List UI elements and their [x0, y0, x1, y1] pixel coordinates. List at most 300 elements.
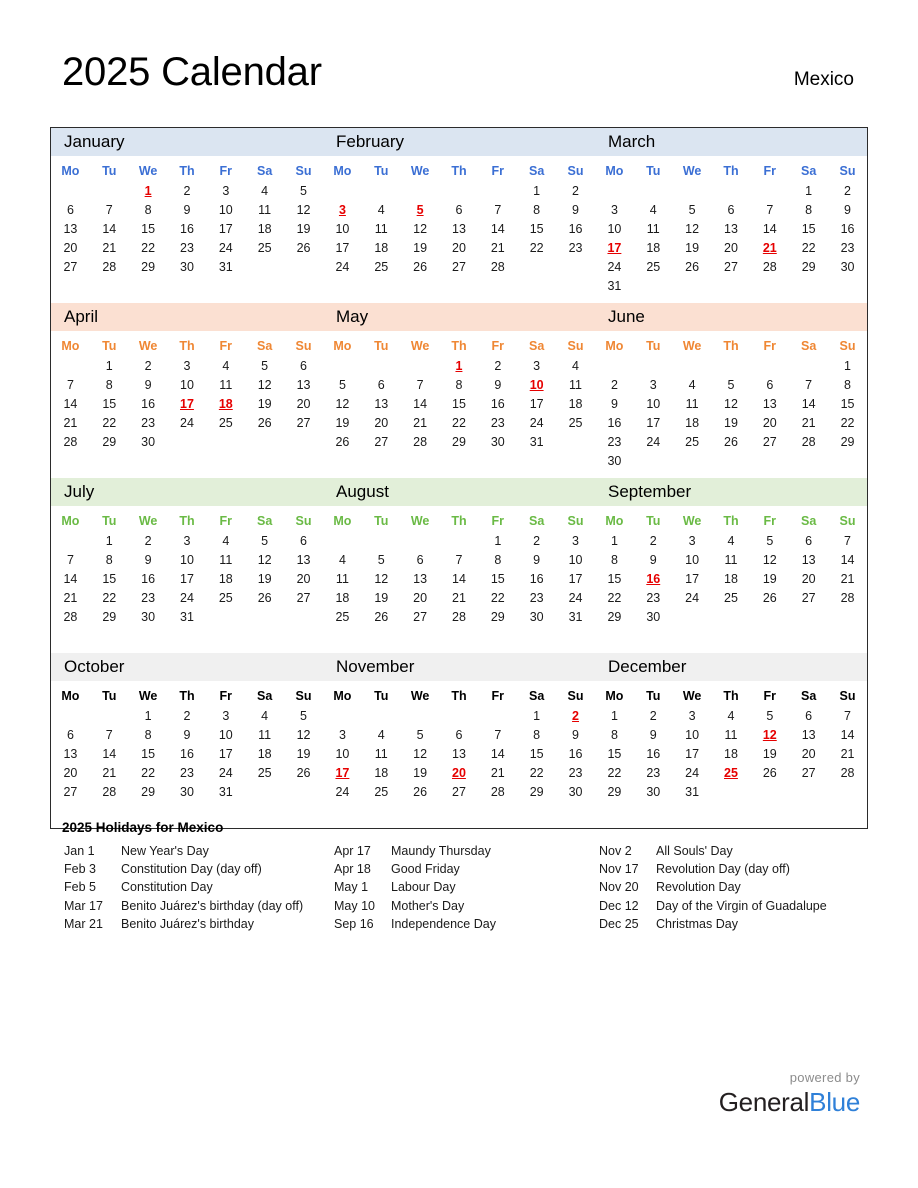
holiday-list-item [599, 915, 862, 933]
empty-cell [401, 706, 440, 725]
day-cell: 20 [374, 415, 389, 430]
day-cell: 29 [607, 784, 622, 799]
day-cell: 16 [141, 571, 156, 586]
day-cell: 23 [568, 240, 583, 255]
day-cell: 16 [568, 221, 583, 236]
weekday-header: Fr [219, 163, 233, 178]
empty-cell [245, 257, 284, 276]
day-cell: 21 [63, 415, 78, 430]
day-cell: 4 [222, 533, 230, 548]
week-row [595, 219, 867, 238]
empty-cell [362, 451, 401, 470]
empty-cell [129, 451, 168, 470]
day-cell: 17 [685, 571, 700, 586]
day-cell: 1 [610, 708, 618, 723]
empty-cell [362, 531, 401, 550]
day-cell: 3 [649, 377, 657, 392]
day-cell: 16 [490, 396, 505, 411]
day-cell: 4 [377, 202, 385, 217]
day-cell: 11 [724, 552, 738, 567]
day-cell: 9 [610, 396, 618, 411]
day-cell: 6 [727, 202, 735, 217]
day-cell: 23 [141, 590, 156, 605]
quarter-title-band [51, 303, 867, 331]
day-cell: 25 [374, 784, 389, 799]
weekday-header: Tu [102, 688, 117, 703]
holiday-date: Dec 25 [599, 916, 639, 931]
day-cell: 5 [416, 727, 424, 742]
day-cell: 6 [805, 533, 813, 548]
empty-cell [478, 626, 517, 645]
day-cell: 9 [494, 377, 502, 392]
day-cell: 21 [490, 765, 505, 780]
week-row [323, 238, 595, 257]
day-cell: 24 [180, 590, 194, 605]
month-table [323, 685, 595, 820]
empty-cell [828, 782, 867, 801]
weekday-header: Fr [763, 338, 777, 353]
day-cell: 26 [413, 784, 428, 799]
day-cell: 29 [141, 259, 156, 274]
day-cell: 11 [335, 571, 349, 586]
weekday-header: Mo [61, 513, 80, 528]
day-cell: 9 [844, 202, 851, 217]
day-cell: 7 [66, 377, 74, 392]
day-cell: 28 [452, 609, 466, 624]
weekday-header: Mo [333, 513, 352, 528]
week-row [323, 356, 595, 375]
week-row [595, 238, 867, 257]
day-cell: 8 [105, 552, 113, 567]
day-cell: 23 [180, 765, 194, 780]
weekday-header: Tu [102, 163, 117, 178]
empty-cell [90, 801, 129, 820]
week-row [51, 413, 323, 432]
day-cell: 15 [840, 396, 855, 411]
day-cell: 30 [529, 609, 544, 624]
day-cell: 13 [452, 221, 466, 236]
day-cell: 2 [183, 708, 191, 723]
weekday-header-row [51, 685, 323, 706]
empty-cell [401, 531, 440, 550]
day-cell: 7 [416, 377, 424, 392]
week-row [323, 550, 595, 569]
day-cell: 16 [646, 746, 661, 761]
holiday-date: Sep 16 [334, 916, 374, 931]
week-row [323, 763, 595, 782]
month-title: September [608, 482, 692, 501]
weekday-header: Th [723, 513, 739, 528]
weekday-header: Tu [646, 513, 661, 528]
weekday-header: Tu [374, 513, 389, 528]
day-cell: 27 [63, 784, 78, 799]
day-cell: 30 [840, 259, 855, 274]
powered-by-label: powered by [789, 1070, 860, 1085]
day-cell: 14 [490, 221, 505, 236]
day-cell: 12 [257, 552, 272, 567]
day-cell: 3 [688, 708, 696, 723]
empty-cell [750, 451, 789, 470]
weekday-header-row [323, 685, 595, 706]
week-row [595, 181, 867, 200]
empty-cell [323, 451, 362, 470]
empty-cell [323, 356, 362, 375]
week-row [595, 257, 867, 276]
empty-cell [712, 356, 751, 375]
day-cell: 22 [102, 415, 117, 430]
day-cell: 28 [63, 609, 78, 624]
holiday-day-cell: 17 [607, 240, 622, 255]
generalblue-logo [640, 1087, 860, 1117]
weekday-header: Tu [102, 338, 117, 353]
day-cell: 2 [494, 358, 502, 373]
empty-cell [595, 181, 634, 200]
holiday-list-item [599, 897, 862, 915]
week-row [51, 375, 323, 394]
empty-cell [362, 706, 401, 725]
day-cell: 7 [66, 552, 74, 567]
weekday-header: Su [839, 163, 856, 178]
weekday-header: Th [179, 163, 195, 178]
week-row [595, 531, 867, 550]
day-cell: 22 [452, 415, 466, 430]
weekday-header: Su [567, 163, 584, 178]
weekday-header: Sa [800, 688, 817, 703]
day-cell: 15 [452, 396, 466, 411]
empty-cell [828, 451, 867, 470]
empty-cell [673, 607, 712, 626]
day-cell: 28 [413, 434, 428, 449]
weekday-header: Mo [61, 163, 80, 178]
weekday-header: Th [451, 513, 467, 528]
empty-cell [168, 626, 207, 645]
day-cell: 28 [490, 259, 505, 274]
holiday-name: Benito Juárez's birthday [121, 916, 255, 931]
day-cell: 30 [646, 609, 661, 624]
holiday-list-item [599, 860, 862, 878]
week-row [323, 219, 595, 238]
empty-cell [245, 276, 284, 295]
holiday-date: Nov 2 [599, 844, 632, 858]
month-block [323, 331, 595, 478]
day-cell: 4 [727, 533, 735, 548]
day-cell: 19 [296, 746, 311, 761]
week-row [595, 706, 867, 725]
day-cell: 11 [374, 746, 388, 761]
holiday-name: Christmas Day [656, 916, 738, 931]
holiday-date: Apr 18 [334, 862, 371, 877]
weekday-header: We [138, 688, 158, 703]
day-cell: 19 [762, 571, 777, 586]
day-cell: 29 [801, 259, 816, 274]
day-cell: 17 [529, 396, 544, 411]
weekday-header-row [51, 335, 323, 356]
empty-cell [362, 626, 401, 645]
weekday-header: We [138, 513, 158, 528]
brand-name-first: General [718, 1087, 810, 1117]
week-row [595, 550, 867, 569]
week-row [51, 801, 323, 820]
empty-cell [284, 626, 323, 645]
day-cell: 28 [840, 765, 855, 780]
day-cell: 12 [257, 377, 272, 392]
day-cell: 10 [646, 396, 661, 411]
day-cell: 8 [533, 727, 541, 742]
month-block [323, 506, 595, 653]
empty-cell [750, 782, 789, 801]
week-row [323, 744, 595, 763]
week-row [51, 782, 323, 801]
empty-cell [556, 626, 595, 645]
day-cell: 23 [568, 765, 583, 780]
month-table [323, 510, 595, 645]
day-cell: 13 [452, 746, 466, 761]
day-cell: 1 [844, 358, 851, 373]
empty-cell [789, 356, 828, 375]
day-cell: 8 [494, 552, 502, 567]
day-cell: 26 [257, 415, 272, 430]
day-cell: 5 [688, 202, 696, 217]
holiday-day-cell: 12 [762, 727, 777, 742]
day-cell: 10 [568, 552, 583, 567]
day-cell: 10 [685, 552, 700, 567]
empty-cell [828, 276, 867, 295]
day-cell: 18 [257, 746, 272, 761]
day-cell: 12 [724, 396, 738, 411]
week-row [323, 725, 595, 744]
week-row [595, 801, 867, 820]
day-cell: 21 [490, 240, 505, 255]
weekday-header: Fr [491, 338, 505, 353]
day-cell: 7 [105, 202, 113, 217]
weekday-header: Th [179, 338, 195, 353]
day-cell: 11 [258, 202, 272, 217]
empty-cell [673, 451, 712, 470]
day-cell: 9 [649, 552, 657, 567]
day-cell: 16 [568, 746, 583, 761]
week-row [323, 569, 595, 588]
weekday-header: Sa [800, 338, 817, 353]
month-block [323, 681, 595, 828]
empty-cell [478, 451, 517, 470]
empty-cell [401, 276, 440, 295]
day-cell: 19 [762, 746, 777, 761]
empty-cell [245, 451, 284, 470]
day-cell: 3 [533, 358, 541, 373]
empty-cell [284, 257, 323, 276]
day-cell: 29 [141, 784, 156, 799]
empty-cell [206, 432, 245, 451]
day-cell: 17 [568, 571, 583, 586]
weekday-header: Fr [763, 688, 777, 703]
weekday-header: Mo [605, 163, 624, 178]
empty-cell [323, 181, 362, 200]
week-row [51, 531, 323, 550]
holiday-date: Apr 17 [334, 844, 371, 858]
empty-cell [634, 801, 673, 820]
empty-cell [828, 607, 867, 626]
quarter-months [51, 681, 867, 828]
week-row [323, 607, 595, 626]
week-row [595, 432, 867, 451]
weekday-header: Th [451, 688, 467, 703]
day-cell: 13 [296, 552, 311, 567]
day-cell: 3 [222, 183, 230, 198]
week-row [323, 588, 595, 607]
holidays-column [62, 842, 334, 933]
week-row [323, 432, 595, 451]
day-cell: 27 [413, 609, 428, 624]
weekday-header: We [410, 163, 430, 178]
day-cell: 7 [494, 202, 502, 217]
day-cell: 3 [183, 533, 191, 548]
day-cell: 28 [840, 590, 855, 605]
day-cell: 4 [572, 358, 579, 373]
day-cell: 8 [144, 727, 152, 742]
day-cell: 21 [102, 240, 117, 255]
day-cell: 15 [529, 221, 544, 236]
day-cell: 20 [762, 415, 777, 430]
day-cell: 10 [335, 221, 350, 236]
holiday-list-item [334, 842, 599, 860]
empty-cell [673, 801, 712, 820]
empty-cell [750, 607, 789, 626]
day-cell: 6 [300, 358, 307, 373]
empty-cell [51, 706, 90, 725]
empty-cell [517, 257, 556, 276]
day-cell: 30 [490, 434, 505, 449]
holiday-name: Benito Juárez's birthday (day off) [121, 898, 304, 913]
holiday-name: All Souls' Day [656, 844, 733, 858]
empty-cell [789, 782, 828, 801]
day-cell: 9 [144, 377, 152, 392]
month-table [323, 160, 595, 295]
day-cell: 22 [529, 765, 544, 780]
day-cell: 5 [300, 183, 307, 198]
day-cell: 8 [610, 727, 618, 742]
day-cell: 22 [607, 765, 622, 780]
weekday-header: We [138, 338, 158, 353]
empty-cell [284, 607, 323, 626]
day-cell: 6 [416, 552, 424, 567]
month-block [323, 156, 595, 303]
day-cell: 26 [762, 590, 777, 605]
empty-cell [517, 801, 556, 820]
day-cell: 23 [646, 765, 661, 780]
day-cell: 2 [610, 377, 618, 392]
empty-cell [789, 451, 828, 470]
day-cell: 25 [335, 609, 350, 624]
day-cell: 22 [141, 240, 156, 255]
holiday-list-item [64, 860, 334, 878]
quarter-row [51, 303, 867, 478]
holiday-date: Nov 17 [599, 862, 639, 877]
empty-cell [206, 801, 245, 820]
empty-cell [440, 706, 479, 725]
day-cell: 24 [218, 240, 233, 255]
day-cell: 20 [296, 396, 311, 411]
week-row [51, 550, 323, 569]
month-table [51, 510, 323, 645]
weekday-header: Mo [333, 338, 352, 353]
empty-cell [712, 451, 751, 470]
empty-cell [245, 607, 284, 626]
day-cell: 29 [529, 784, 544, 799]
day-cell: 15 [102, 396, 117, 411]
day-cell: 27 [452, 259, 466, 274]
weekday-header: Sa [528, 163, 545, 178]
day-cell: 10 [218, 202, 233, 217]
holiday-day-cell: 17 [180, 396, 194, 411]
holiday-day-cell: 1 [144, 183, 152, 198]
weekday-header: Th [179, 513, 195, 528]
empty-cell [478, 706, 517, 725]
week-row [51, 763, 323, 782]
week-row [51, 607, 323, 626]
week-row [323, 706, 595, 725]
weekday-header: Mo [61, 688, 80, 703]
day-cell: 22 [529, 240, 544, 255]
day-cell: 16 [180, 221, 194, 236]
week-row [323, 375, 595, 394]
week-row [323, 394, 595, 413]
day-cell: 24 [180, 415, 194, 430]
day-cell: 19 [413, 240, 428, 255]
day-cell: 30 [646, 784, 661, 799]
empty-cell [206, 451, 245, 470]
holiday-day-cell: 5 [416, 202, 424, 217]
day-cell: 31 [685, 784, 700, 799]
day-cell: 8 [455, 377, 463, 392]
weekday-header: We [138, 163, 158, 178]
day-cell: 2 [533, 533, 541, 548]
holiday-day-cell: 21 [762, 240, 777, 255]
weekday-header: We [410, 338, 430, 353]
month-block [51, 156, 323, 303]
day-cell: 13 [801, 552, 816, 567]
empty-cell [440, 451, 479, 470]
week-row [595, 607, 867, 626]
day-cell: 1 [105, 358, 113, 373]
day-cell: 12 [296, 727, 311, 742]
day-cell: 13 [63, 746, 78, 761]
day-cell: 29 [452, 434, 466, 449]
weekday-header: We [682, 688, 702, 703]
holiday-date: Mar 21 [64, 916, 103, 931]
weekday-header-row [595, 685, 867, 706]
day-cell: 5 [261, 358, 269, 373]
day-cell: 15 [102, 571, 117, 586]
holidays-columns [62, 842, 862, 933]
empty-cell [712, 181, 751, 200]
day-cell: 5 [300, 708, 307, 723]
day-cell: 19 [724, 415, 738, 430]
week-row [323, 801, 595, 820]
day-cell: 26 [257, 590, 272, 605]
empty-cell [634, 626, 673, 645]
empty-cell [245, 801, 284, 820]
holiday-day-cell: 3 [338, 202, 346, 217]
day-cell: 6 [66, 202, 74, 217]
week-row [51, 569, 323, 588]
day-cell: 31 [568, 609, 583, 624]
empty-cell [556, 432, 595, 451]
day-cell: 29 [840, 434, 855, 449]
day-cell: 17 [180, 571, 194, 586]
month-table [51, 335, 323, 470]
day-cell: 10 [180, 552, 194, 567]
empty-cell [595, 801, 634, 820]
